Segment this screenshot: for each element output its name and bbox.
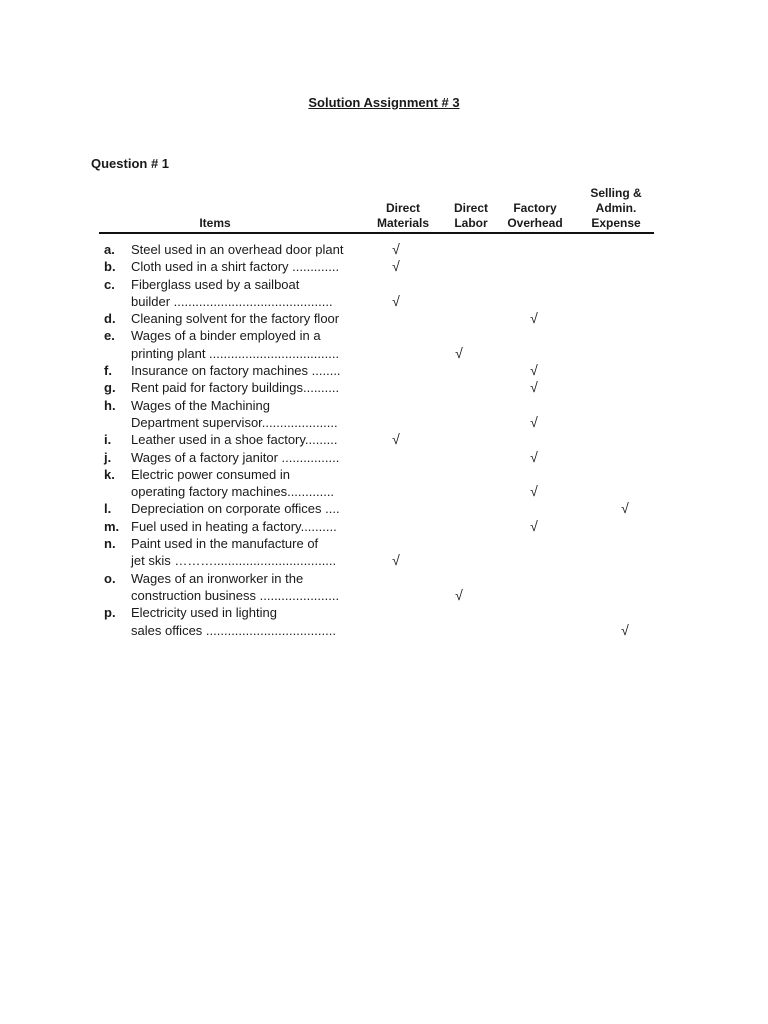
check-mark: √ — [455, 586, 463, 603]
item-letter: l. — [104, 501, 112, 517]
item-description — [131, 535, 361, 570]
item-description-line: operating factory machines............. — [131, 484, 335, 500]
item-description-line: Steel used in an overhead door plant — [131, 242, 344, 257]
item-description — [131, 310, 361, 327]
item-description-line: Wages of the Machining — [131, 397, 270, 413]
check-mark: √ — [530, 379, 538, 396]
table-row — [0, 500, 768, 517]
check-mark: √ — [392, 241, 400, 257]
table-row — [0, 570, 768, 605]
item-letter: d. — [104, 311, 116, 327]
item-description-line: Wages of a binder employed in a — [131, 328, 321, 344]
table-row — [0, 518, 768, 535]
header-line: Selling & — [590, 186, 642, 200]
item-letter: b. — [104, 259, 116, 275]
item-description-line: Electricity used in lighting — [131, 605, 277, 621]
header-line: Labor — [454, 216, 488, 230]
header-line: Admin. — [595, 201, 637, 215]
table-row — [0, 276, 768, 311]
question-heading: Question # 1 — [91, 156, 170, 171]
item-description — [131, 466, 361, 501]
item-description-line: jet skis ……….................................. — [131, 553, 337, 569]
check-mark: √ — [530, 483, 538, 500]
item-description-line: Fiberglass used by a sailboat — [131, 276, 300, 292]
table-row — [0, 397, 768, 432]
table-row — [0, 327, 768, 362]
header-line: Expense — [591, 216, 641, 230]
item-description — [131, 604, 361, 639]
table-row — [0, 604, 768, 639]
item-description — [131, 431, 361, 448]
item-description-line: Cleaning solvent for the factory floor — [131, 311, 340, 327]
header-direct-labor — [444, 201, 498, 231]
item-letter: m. — [104, 518, 120, 534]
header-line: Materials — [376, 216, 430, 230]
item-description — [131, 449, 361, 466]
item-description-line: Department supervisor..................... — [131, 414, 338, 430]
table-row — [0, 258, 768, 275]
table-row — [0, 241, 768, 258]
item-description — [131, 327, 361, 362]
item-description — [131, 500, 361, 517]
item-description — [131, 379, 361, 396]
item-description-line: Leather used in a shoe factory......... — [131, 432, 338, 448]
header-line: Direct — [385, 201, 420, 215]
table-row — [0, 466, 768, 501]
header-line: Direct — [453, 201, 488, 215]
table-row — [0, 362, 768, 379]
item-letter: e. — [104, 328, 115, 344]
item-description — [131, 397, 361, 432]
header-rule — [99, 232, 654, 234]
header-direct-materials — [368, 201, 438, 231]
table-row — [0, 379, 768, 396]
item-letter: i. — [104, 432, 112, 448]
check-mark: √ — [392, 258, 400, 275]
item-description-line: Wages of an ironworker in the — [131, 570, 304, 586]
item-description-line: construction business ...................... — [131, 587, 340, 603]
item-description-line: builder ............................................ — [131, 293, 333, 309]
check-mark: √ — [530, 448, 538, 465]
item-letter: c. — [104, 276, 115, 292]
item-description — [131, 518, 361, 535]
item-description — [131, 258, 361, 275]
item-letter: f. — [104, 363, 112, 379]
check-mark: √ — [392, 431, 400, 448]
item-letter: h. — [104, 397, 116, 413]
page-title: Solution Assignment # 3 — [308, 95, 460, 110]
check-mark: √ — [530, 310, 538, 327]
header-line: Overhead — [507, 216, 563, 230]
item-description-line: Wages of a factory janitor ................ — [131, 449, 340, 465]
check-mark: √ — [392, 552, 400, 569]
item-letter: j. — [104, 449, 112, 465]
item-description-line: Fuel used in heating a factory.......... — [131, 518, 337, 534]
check-mark: √ — [621, 621, 629, 638]
item-letter: o. — [104, 570, 116, 586]
item-description — [131, 276, 361, 311]
items-table-body — [0, 241, 768, 639]
item-description — [131, 362, 361, 379]
item-letter: k. — [104, 466, 115, 482]
table-row — [0, 535, 768, 570]
check-mark: √ — [530, 362, 538, 379]
check-mark: √ — [621, 500, 629, 517]
item-letter: g. — [104, 380, 116, 396]
item-letter: p. — [104, 605, 116, 621]
item-description — [131, 241, 361, 258]
item-description-line: printing plant .................................... — [131, 345, 340, 361]
check-mark: √ — [530, 517, 538, 534]
check-mark: √ — [455, 344, 463, 361]
header-factory-overhead — [501, 201, 569, 231]
header-line: Factory — [513, 201, 557, 215]
item-letter: a. — [104, 242, 115, 257]
item-letter: n. — [104, 536, 116, 552]
item-description-line: Paint used in the manufacture of — [131, 536, 319, 552]
item-description — [131, 570, 361, 605]
header-items-label: Items — [199, 216, 231, 230]
item-description-line: Rent paid for factory buildings.......... — [131, 380, 340, 396]
item-description-line: Electric power consumed in — [131, 466, 290, 482]
table-row — [0, 310, 768, 327]
check-mark: √ — [530, 413, 538, 430]
item-description-line: Depreciation on corporate offices .... — [131, 501, 340, 517]
table-row — [0, 431, 768, 448]
table-row — [0, 449, 768, 466]
item-description-line: sales offices .................................... — [131, 622, 336, 638]
check-mark: √ — [392, 292, 400, 309]
header-items — [150, 216, 280, 231]
header-selling-admin — [580, 186, 652, 231]
item-description-line: Insurance on factory machines ........ — [131, 363, 341, 379]
item-description-line: Cloth used in a shirt factory ............. — [131, 259, 340, 275]
